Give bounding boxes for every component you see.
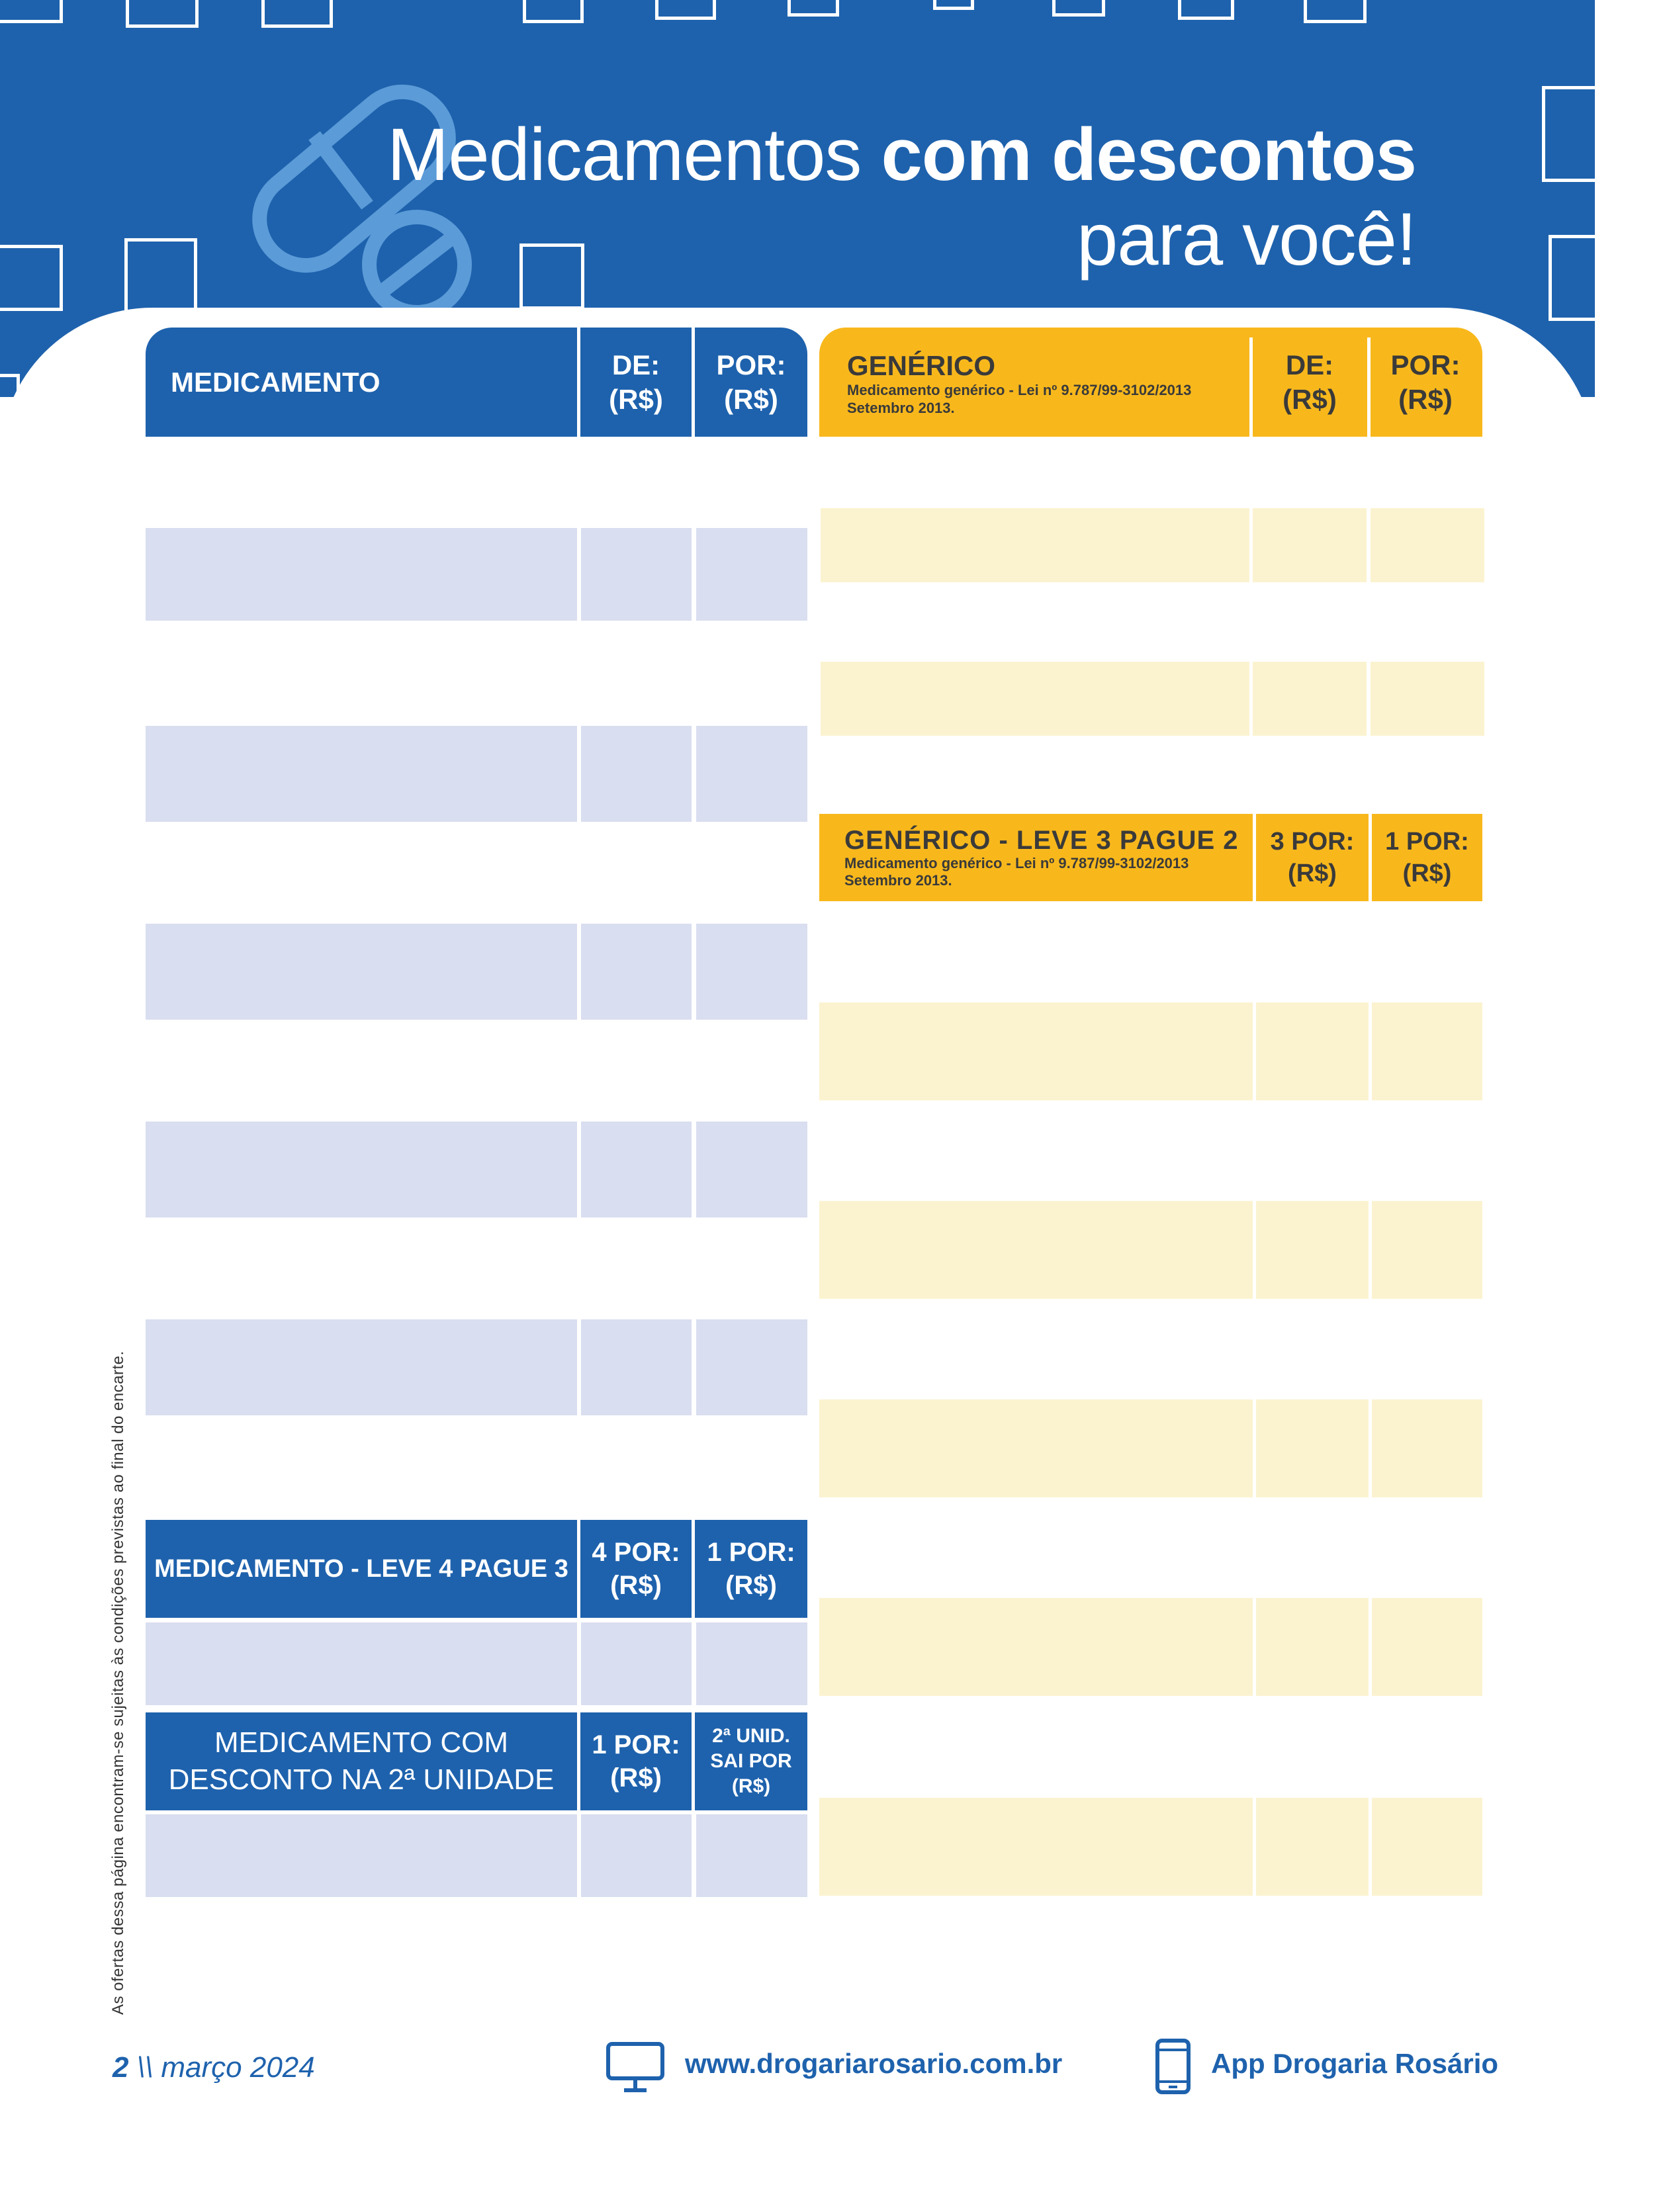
table-row-cell: [146, 924, 577, 1020]
decor-square: [124, 238, 197, 314]
segunda-header-2unid: 2ª UNID. SAI POR (R$): [695, 1712, 807, 1810]
decor-square: [0, 0, 63, 23]
decor-square: [1052, 0, 1105, 17]
generico-leve3-header: GENÉRICO - LEVE 3 PAGUE 2 Medicamento genérico - Lei nº 9.787/99-3102/2013 Setembro 2013.: [819, 814, 1253, 901]
leve4-header-1por: 1 POR: (R$): [695, 1520, 807, 1618]
table-row-cell: [146, 1319, 577, 1415]
table-row-cell: [581, 1122, 692, 1217]
table-row-cell: [1253, 508, 1367, 582]
decor-square: [1304, 0, 1367, 23]
col-medicamento-header: MEDICAMENTO: [146, 328, 577, 437]
table-row-cell: [1371, 508, 1484, 582]
leve4-header-medicamento: MEDICAMENTO - LEVE 4 PAGUE 3: [146, 1520, 577, 1618]
decor-square: [1542, 86, 1595, 182]
table-row-cell: [581, 1622, 692, 1705]
segunda-header-1por: 1 POR: (R$): [580, 1712, 692, 1810]
table-row-cell: [1371, 662, 1484, 736]
decor-square: [261, 0, 333, 28]
table-row-cell: [696, 924, 807, 1020]
generico-leve3-3por: 3 POR: (R$): [1256, 814, 1369, 901]
table-row-cell: [1253, 662, 1367, 736]
leve4-header-4por: 4 POR: (R$): [580, 1520, 692, 1618]
decor-square: [1549, 235, 1595, 321]
col-por-header: POR: (R$): [695, 328, 807, 437]
decor-square: [788, 0, 839, 17]
table-row-cell: [581, 1814, 692, 1897]
page-number: 2 \\ março 2024: [112, 2051, 315, 2084]
legal-side-note: As ofertas dessa página encontram-se sujeitas às condições previstas ao final do encarte.: [109, 1350, 127, 2015]
table-row-cell: [146, 528, 577, 621]
table-row-cell: [581, 924, 692, 1020]
decor-square: [933, 0, 974, 10]
table-row-cell: [696, 528, 807, 621]
divider: [1367, 337, 1371, 437]
decor-square: [1178, 0, 1234, 20]
table-row-cell: [819, 1201, 1253, 1299]
table-row-cell: [1372, 1201, 1482, 1299]
table-row-cell: [1256, 1399, 1369, 1497]
decor-square: [0, 245, 63, 311]
table-row-cell: [1372, 1399, 1482, 1497]
col-generico-por-header: POR: (R$): [1369, 328, 1482, 437]
generico-leve3-1por: 1 POR: (R$): [1372, 814, 1482, 901]
monitor-icon: [606, 2041, 665, 2094]
website-link[interactable]: www.drogariarosario.com.br: [685, 2048, 1063, 2079]
table-row-cell: [819, 1399, 1253, 1497]
decor-square: [655, 0, 716, 20]
table-row-cell: [696, 1319, 807, 1415]
col-generico-de-header: DE: (R$): [1251, 328, 1369, 437]
table-row-cell: [581, 528, 692, 621]
table-row-cell: [581, 726, 692, 822]
col-de-header: DE: (R$): [580, 328, 692, 437]
table-row-cell: [1372, 1002, 1482, 1100]
table-row-cell: [1256, 1002, 1369, 1100]
table-row-cell: [146, 726, 577, 822]
table-row-cell: [819, 1598, 1253, 1696]
app-link[interactable]: App Drogaria Rosário: [1211, 2048, 1499, 2079]
table-row-cell: [1256, 1201, 1369, 1299]
table-row-cell: [696, 1622, 807, 1705]
table-row-cell: [821, 508, 1249, 582]
table-row-cell: [146, 1814, 577, 1897]
table-row-cell: [1256, 1798, 1369, 1896]
decor-square: [523, 0, 584, 23]
table-row-cell: [1256, 1598, 1369, 1696]
smartphone-icon: [1155, 2038, 1191, 2095]
col-generico-header: GENÉRICO Medicamento genérico - Lei nº 9.787/99-3102/2013 Setembro 2013.: [819, 328, 1251, 437]
divider: [1249, 337, 1253, 437]
table-row-cell: [821, 662, 1249, 736]
page-title: Medicamentos com descontos para você!: [387, 113, 1416, 281]
table-row-cell: [581, 1319, 692, 1415]
decor-square: [126, 0, 199, 28]
table-row-cell: [696, 726, 807, 822]
table-row-cell: [1372, 1598, 1482, 1696]
table-row-cell: [1372, 1798, 1482, 1896]
table-row-cell: [819, 1798, 1253, 1896]
table-row-cell: [696, 1814, 807, 1897]
table-row-cell: [146, 1622, 577, 1705]
table-row-cell: [819, 1002, 1253, 1100]
segunda-unidade-header: MEDICAMENTO COM DESCONTO NA 2ª UNIDADE: [146, 1712, 577, 1810]
table-row-cell: [146, 1122, 577, 1217]
table-row-cell: [696, 1122, 807, 1217]
